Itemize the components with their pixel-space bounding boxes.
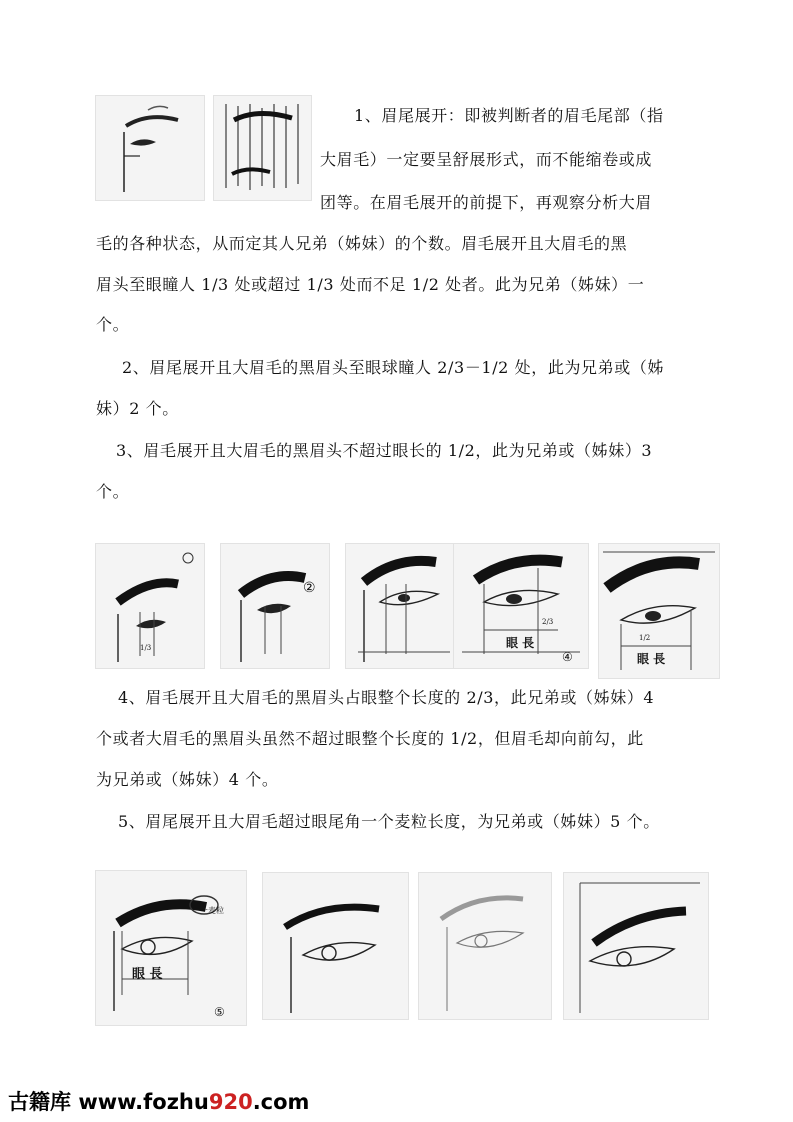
figure-eyebrow-7 (262, 872, 409, 1020)
p2-line-1: 2、眉尾展开且大眉毛的黑眉头至眼球瞳人 2/3－1/2 处，此为兄弟或（姊 (122, 358, 665, 377)
footer-url-suffix: .com (252, 1090, 310, 1114)
p1-line-6: 个。 (96, 315, 130, 334)
p3-line-2: 个。 (96, 482, 130, 501)
label-eye-length-a: 眼 長 (506, 636, 535, 650)
p5-line-1: 5、眉尾展开且大眉毛超过眼尾角一个麦粒长度，为兄弟或（姊妹）5 个。 (118, 812, 660, 831)
p2-line-2: 妹）2 个。 (96, 399, 179, 418)
figure-eyebrow-9 (563, 872, 709, 1020)
p1-line-5: 眉头至眼瞳人 1/3 处或超过 1/3 处而不足 1/2 处者。此为兄弟（姊妹）一 (96, 275, 645, 294)
figure-eyebrow-1 (95, 543, 205, 669)
figure-eyebrow-8 (418, 872, 552, 1020)
footer-url-number: 920 (208, 1090, 253, 1114)
label-eye-length-c: 眼 長 (132, 967, 163, 982)
label-circled-2: ② (303, 580, 316, 596)
figure-eyebrow-4 (453, 543, 589, 669)
p3-line-1: 3、眉毛展开且大眉毛的黑眉头不超过眼长的 1/2，此为兄弟或（姊妹）3 (116, 441, 653, 460)
figure-eyebrow-5 (598, 543, 720, 679)
p1-line-3: 团等。在眉毛展开的前提下，再观察分析大眉 (320, 193, 653, 212)
p4-line-3: 为兄弟或（姊妹）4 个。 (96, 770, 279, 789)
figure-eyebrow-2 (220, 543, 330, 669)
p1-line-1: 1、眉尾展开：即被判断者的眉毛尾部（指 (354, 106, 664, 125)
label-circled-5: ⑤ (214, 1005, 225, 1019)
p1-line-4: 毛的各种状态，从而定其人兄弟（姊妹）的个数。眉毛展开且大眉毛的黑 (96, 234, 628, 253)
figure-eyebrow-3 (345, 543, 455, 669)
footer-brand: 古籍库 (8, 1090, 71, 1114)
label-eye-length-b: 眼 長 (637, 652, 666, 666)
p1-line-2: 大眉毛）一定要呈舒展形式，而不能缩卷或成 (320, 150, 653, 169)
label-grain: 一麦粒 (200, 906, 224, 915)
footer-url-prefix: www.fozhu (78, 1090, 209, 1114)
figure-eyebrow-6 (95, 870, 247, 1026)
p4-line-1: 4、眉毛展开且大眉毛的黑眉头占眼整个长度的 2/3，此兄弟或（姊妹）4 (118, 688, 655, 707)
label-third: 1/3 (140, 644, 152, 652)
label-circled-4: ④ (562, 650, 573, 664)
label-two-thirds: 2/3 (542, 618, 554, 626)
label-half: 1/2 (639, 634, 651, 642)
figure-eyebrow-sketch-top-1 (95, 95, 205, 201)
p4-line-2: 个或者大眉毛的黑眉头虽然不超过眼整个长度的 1/2，但眉毛却向前勾，此 (96, 729, 644, 748)
footer-watermark (8, 1086, 309, 1116)
figure-handwritten-note (213, 95, 312, 201)
